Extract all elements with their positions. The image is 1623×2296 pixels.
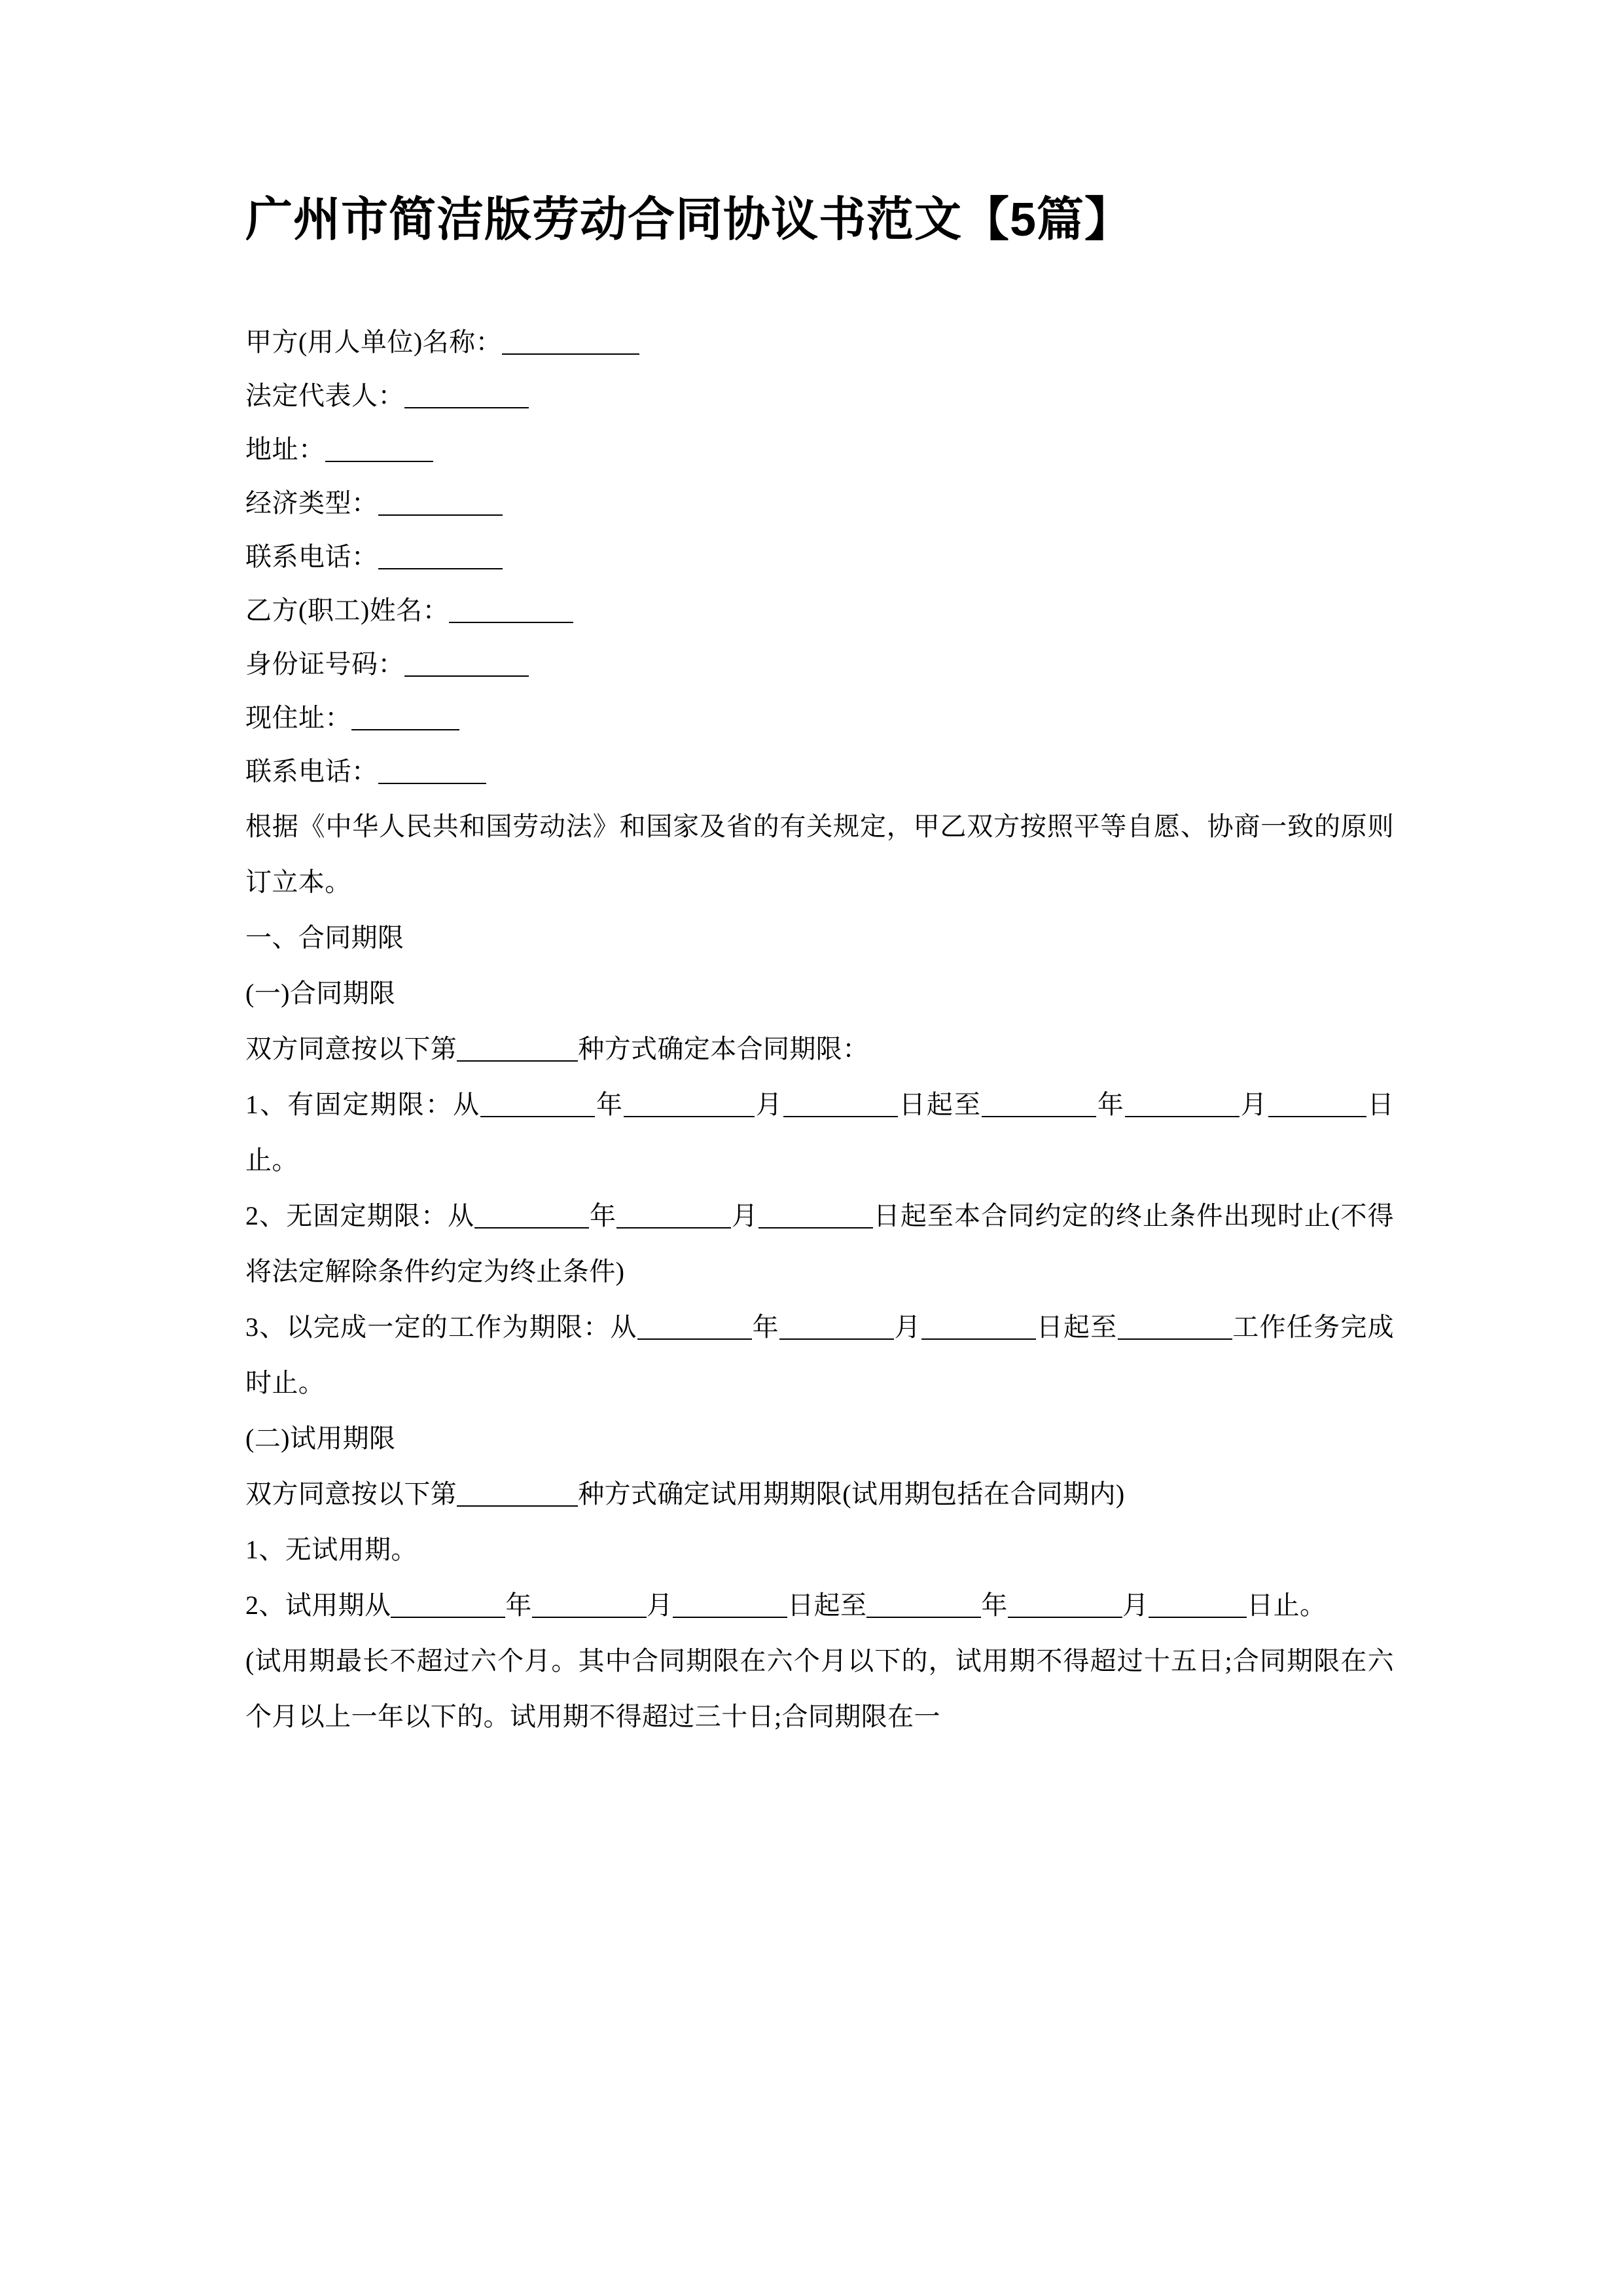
field-blank-legal-representative[interactable] (404, 407, 529, 408)
field-label: 联系电话： (245, 757, 378, 786)
probation-2-start-year-blank[interactable] (391, 1617, 505, 1618)
contract-term-intro-prefix: 双方同意按以下第 (245, 1034, 457, 1064)
probation-option-blank[interactable] (457, 1505, 578, 1507)
option-1-start-month-blank[interactable] (624, 1116, 755, 1117)
option-1-text-g: 日止。 (245, 1090, 1394, 1175)
field-blank-employer-phone[interactable] (378, 568, 503, 569)
preamble-paragraph: 根据《中华人民共和国劳动法》和国家及省的有关规定，甲乙双方按照平等自愿、协商一致的原则订立本。 (245, 812, 1394, 897)
option-3-text-e: 工作任务完成时止。 (245, 1312, 1395, 1397)
subsection-heading-probation: (二)试用期限 (245, 1424, 396, 1453)
option-3-text-a: 3、以完成一定的工作为期限：从 (245, 1312, 637, 1342)
subsection-heading-contract-term: (一)合同期限 (245, 978, 396, 1008)
field-label: 联系电话： (245, 542, 378, 571)
contract-term-option-1 (245, 1077, 1394, 1188)
option-1-text-c: 月 (755, 1090, 783, 1119)
option-2-start-year-blank[interactable] (474, 1227, 589, 1229)
option-1-text-d: 日起至 (897, 1090, 982, 1119)
party-information-fields (245, 315, 1394, 798)
field-blank-employee-phone[interactable] (378, 783, 486, 784)
field-blank-employer-name[interactable] (502, 353, 639, 355)
probation-2-end-year-blank[interactable] (866, 1617, 981, 1618)
option-1-start-year-blank[interactable] (480, 1116, 595, 1117)
field-label: 乙方(职工)姓名： (245, 596, 450, 625)
probation-option-2 (245, 1577, 1394, 1633)
option-1-text-a: 1、有固定期限：从 (245, 1090, 481, 1119)
option-1-text-e: 年 (1096, 1090, 1125, 1119)
contract-term-intro (245, 1021, 1394, 1077)
option-2-start-month-blank[interactable] (616, 1227, 731, 1229)
field-row-employee-phone (245, 745, 1394, 798)
probation-2-text-e: 年 (981, 1590, 1008, 1620)
option-2-start-day-blank[interactable] (758, 1227, 873, 1229)
probation-intro-suffix: 种方式确定试用期期限(试用期包括在合同期内) (578, 1479, 1125, 1509)
probation-2-text-c: 月 (646, 1590, 673, 1620)
option-1-text-f: 月 (1239, 1090, 1268, 1119)
contract-term-option-blank[interactable] (457, 1060, 578, 1062)
option-1-end-day-blank[interactable] (1268, 1116, 1366, 1117)
contract-term-intro-suffix: 种方式确定本合同期限： (578, 1034, 869, 1064)
section-heading-contract-term: 一、合同期限 (245, 923, 404, 952)
field-row-employer-name (245, 315, 1394, 369)
field-blank-id-number[interactable] (404, 675, 529, 677)
field-row-current-address (245, 691, 1394, 745)
option-2-text-b: 年 (589, 1201, 617, 1230)
probation-2-start-month-blank[interactable] (532, 1617, 647, 1618)
field-blank-address[interactable] (325, 461, 433, 462)
option-3-start-month-blank[interactable] (779, 1338, 894, 1340)
field-row-employer-phone (245, 530, 1394, 584)
option-1-text-b: 年 (595, 1090, 624, 1119)
probation-note-paragraph: (试用期最长不超过六个月。其中合同期限在六个月以下的，试用期不得超过十五日;合同期限在六个月以上一年以下的。试用期不得超过三十日;合同期限在一 (245, 1646, 1394, 1731)
document-content (245, 0, 1394, 1744)
field-label: 身份证号码： (245, 649, 404, 679)
field-row-id-number (245, 637, 1394, 691)
field-label: 甲方(用人单位)名称： (245, 327, 503, 357)
contract-term-option-3 (245, 1299, 1394, 1410)
field-label: 地址： (245, 435, 325, 464)
option-2-text-d: 日起至本合同约定的终止条件出现时止(不得将法定解除条件约定为终止条件) (245, 1201, 1394, 1286)
probation-intro (245, 1466, 1394, 1522)
option-2-text-a: 2、无固定期限：从 (245, 1201, 475, 1230)
option-3-start-year-blank[interactable] (637, 1338, 752, 1340)
option-3-task-blank[interactable] (1118, 1338, 1232, 1340)
probation-2-end-month-blank[interactable] (1008, 1617, 1122, 1618)
probation-2-text-g: 日止。 (1247, 1590, 1327, 1620)
field-label: 现住址： (245, 703, 351, 732)
field-label: 法定代表人： (245, 381, 404, 410)
option-3-start-day-blank[interactable] (921, 1338, 1036, 1340)
field-label: 经济类型： (245, 488, 378, 518)
option-1-start-day-blank[interactable] (783, 1116, 898, 1117)
field-row-legal-representative (245, 369, 1394, 423)
option-3-text-c: 月 (893, 1312, 921, 1342)
page-title: 广州市简洁版劳动合同协议书范文【5篇】 (245, 194, 1133, 246)
option-3-text-d: 日起至 (1035, 1312, 1118, 1342)
field-row-address (245, 423, 1394, 476)
option-1-end-month-blank[interactable] (1125, 1116, 1240, 1117)
option-3-text-b: 年 (751, 1312, 779, 1342)
title-spacer (245, 243, 1394, 315)
option-2-text-c: 月 (731, 1201, 758, 1230)
probation-2-text-b: 年 (505, 1590, 532, 1620)
probation-2-start-day-blank[interactable] (673, 1617, 787, 1618)
probation-2-end-day-blank[interactable] (1149, 1617, 1247, 1618)
probation-2-text-f: 月 (1122, 1590, 1149, 1620)
field-row-economic-type (245, 476, 1394, 530)
contract-term-option-2 (245, 1188, 1394, 1299)
field-row-employee-name (245, 584, 1394, 637)
field-blank-employee-name[interactable] (449, 622, 573, 623)
probation-option-1: 1、无试用期。 (245, 1535, 418, 1564)
probation-2-text-d: 日起至 (787, 1590, 867, 1620)
probation-2-text-a: 2、试用期从 (245, 1590, 391, 1620)
option-1-end-year-blank[interactable] (982, 1116, 1096, 1117)
probation-intro-prefix: 双方同意按以下第 (245, 1479, 457, 1509)
field-blank-economic-type[interactable] (378, 514, 503, 516)
field-blank-current-address[interactable] (351, 729, 459, 730)
